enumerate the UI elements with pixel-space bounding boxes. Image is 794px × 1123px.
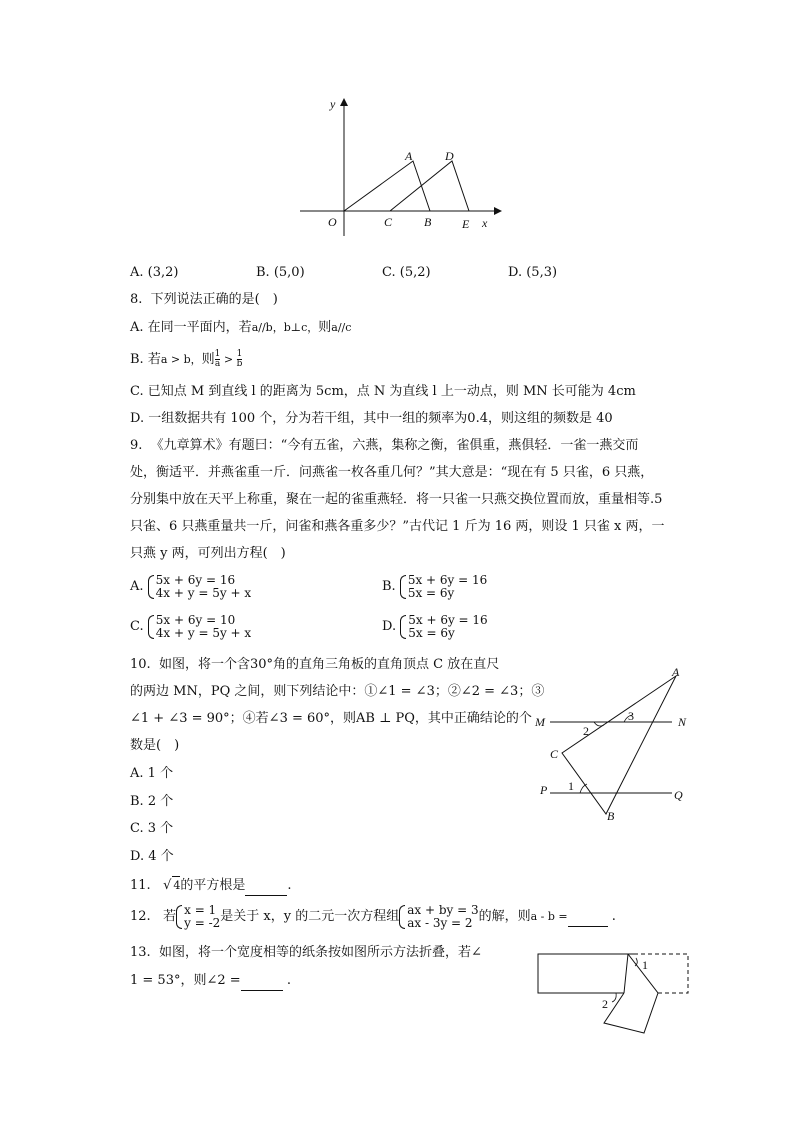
label-c: C [550, 747, 559, 761]
coordinate-graph [296, 96, 506, 238]
q11-answer-blank[interactable] [245, 877, 287, 896]
q9-line-5: 只燕 y 两，可列出方程( ) [130, 546, 286, 561]
label-n: N [678, 715, 687, 729]
paper-strip [538, 954, 628, 993]
q9-option-d[interactable]: D. 5x + 6y = 16 5x = 6y [382, 613, 488, 640]
point-e-label: E [462, 217, 470, 231]
q13-answer-blank[interactable] [241, 972, 283, 991]
radicand: 4 [172, 876, 180, 895]
angle-1-label: 1 [568, 779, 574, 793]
label-a: A [672, 665, 680, 679]
angle-2-label: 2 [583, 724, 589, 738]
q7-option-d[interactable]: D. (5,3) [508, 265, 558, 280]
q12-equation-system: ax + by = 3 ax - 3y = 2 [399, 904, 478, 930]
q9-line-3: 分别集中放在天平上称重，聚在一起的雀重燕轻．将一只雀一只燕交换位置而放，重量相等.5 [130, 492, 663, 507]
ruler-triangle-figure [532, 662, 702, 826]
q12-answer-blank[interactable] [568, 908, 608, 927]
q10-line-2: 的两边 MN，PQ 之间，则下列结论中：①∠1 = ∠3；②∠2 = ∠3；③ [130, 684, 545, 699]
label-p: P [540, 783, 548, 797]
q10-option-b[interactable]: B. 2 个 [130, 794, 174, 809]
angle-3-label: 3 [628, 709, 634, 723]
x-axis-label: x [482, 216, 488, 230]
angle-2-arc [612, 993, 616, 1002]
q10-option-d[interactable]: D. 4 个 [130, 849, 174, 864]
point-a-label: A [405, 149, 413, 163]
q9-option-a[interactable]: A. 5x + 6y = 16 4x + y = 5y + x [130, 573, 252, 600]
q9-line-1: 9. 《九章算术》有题曰：“今有五雀，六燕，集称之衡，雀俱重，燕俱轻．一雀一燕交而 [130, 438, 639, 453]
point-b-label: B [424, 215, 432, 229]
q7-option-b[interactable]: B. (5,0) [256, 265, 305, 280]
y-axis-arrow [340, 98, 348, 106]
q7-option-a[interactable]: A. (3,2) [130, 265, 179, 280]
angle-2-arc [594, 722, 604, 726]
q8-stem: 8. 下列说法正确的是( ) [130, 292, 278, 307]
sqrt-symbol: √ [163, 878, 172, 893]
y-axis-label: y [330, 97, 336, 111]
q10-option-a[interactable]: A. 1 个 [130, 766, 174, 781]
q10-option-c[interactable]: C. 3 个 [130, 821, 174, 836]
q8-option-d[interactable]: D. 一组数据共有 100 个，分为若干组，其中一组的频率为0.4，则这组的频数是 40 [130, 411, 613, 426]
q9-line-2: 处，衡适平．并燕雀重一斤．问燕雀一枚各重几何？”其大意是：“现在有 5 只雀，6 只燕， [130, 465, 654, 480]
q12-solution-system: x = 1 y = -2 [176, 904, 220, 930]
point-c-label: C [384, 215, 393, 229]
q8-option-a[interactable]: A. 在同一平面内，若a//b，b⊥c，则a//c [130, 320, 352, 335]
label-q: Q [674, 788, 683, 802]
folded-strip-figure [536, 950, 696, 1040]
q9-option-b[interactable]: B. 5x + 6y = 16 5x = 6y [382, 573, 488, 600]
x-axis-arrow [494, 207, 502, 215]
fold-edge [624, 954, 628, 993]
label-b: B [607, 809, 615, 823]
triangle-oab [344, 161, 430, 211]
q13-line-1: 13. 如图，将一个宽度相等的纸条按如图所示方法折叠，若∠ [130, 945, 482, 960]
angle-2-label: 2 [602, 997, 608, 1011]
point-d-label: D [445, 149, 454, 163]
q8-option-b[interactable]: B. 若a > b，则 $\frac{1}{a}$ > $\frac{1}{b}$ [130, 349, 243, 369]
fraction-1-over-b: $\frac{1}{b}$ [236, 349, 243, 369]
q11: 11. √ 4的平方根是 . [130, 876, 292, 896]
q10-line-3: ∠1 + ∠3 = 90°；④若∠3 = 60°，则AB ⊥ PQ，其中正确结论的个 [130, 711, 532, 726]
q10-line-1: 10. 如图，将一个含30°角的直角三角板的直角顶点 C 放在直尺 [130, 657, 500, 672]
q9-option-c[interactable]: C. 5x + 6y = 10 4x + y = 5y + x [130, 613, 252, 640]
q10-line-4: 数是( ) [130, 738, 180, 753]
origin-label: O [328, 215, 337, 229]
q8-option-c[interactable]: C. 已知点 M 到直线 l 的距离为 5cm，点 N 为直线 l 上一动点，则 MN 长可能为 4cm [130, 384, 636, 399]
angle-1-arc [635, 958, 637, 966]
q9-line-4: 只雀、6 只燕重量共一斤，问雀和燕各重多少？”古代记 1 斤为 16 两，则设 1 只雀 x 两，一 [130, 519, 665, 534]
fraction-1-over-a: $\frac{1}{a}$ [214, 349, 221, 369]
q12: 12. 若 x = 1 y = -2 是关于 x，y 的二元一次方程组 ax + by = 3 ax - 3y = 2 的解，则a - b = . [130, 903, 616, 930]
q13-line-2: 1 = 53°，则∠2 = . [130, 972, 291, 991]
label-m: M [535, 715, 545, 729]
angle-1-label: 1 [642, 958, 648, 972]
q7-option-c[interactable]: C. (5,2) [382, 265, 431, 280]
